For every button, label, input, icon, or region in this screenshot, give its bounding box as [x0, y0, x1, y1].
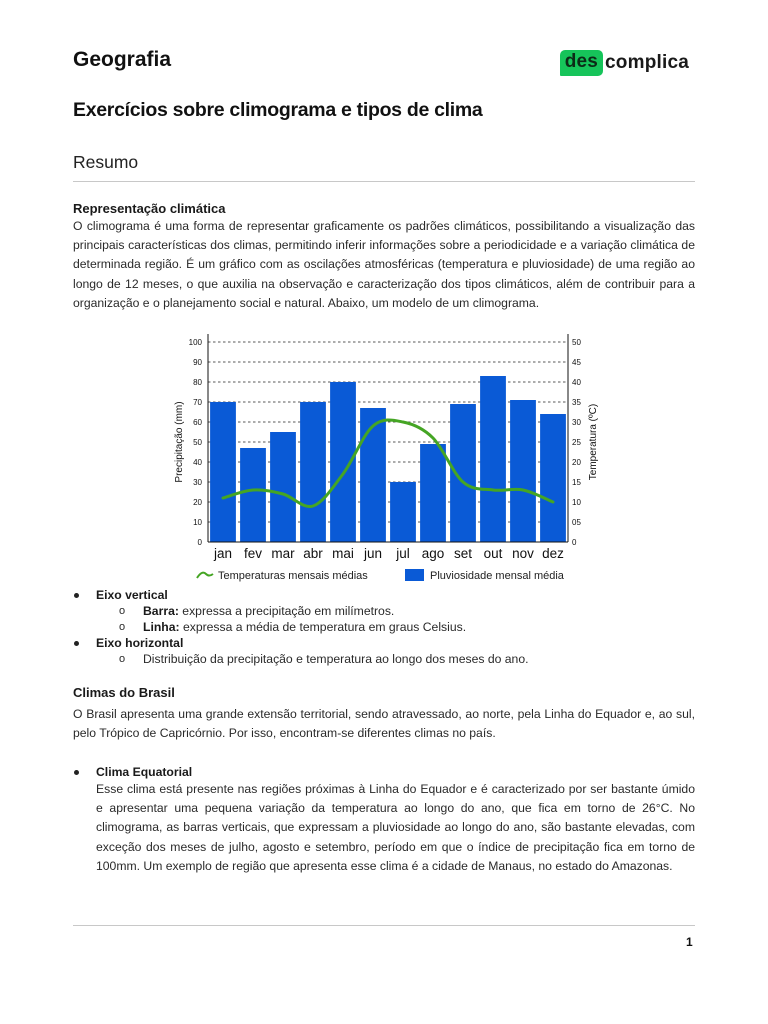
precipitation-bar — [510, 400, 536, 542]
precipitation-bar — [210, 402, 236, 542]
page-title: Exercícios sobre climograma e tipos de clima — [73, 99, 483, 121]
climogram-chart — [166, 328, 606, 590]
legend-bar-label: Pluviosidade mensal média — [430, 570, 564, 582]
clima-equatorial-title: Clima Equatorial — [96, 765, 193, 779]
y2-tick-label: 25 — [572, 438, 581, 447]
y-tick-label: 20 — [193, 498, 202, 507]
horizontal-description: Distribuição da precipitação e temperatura ao longo dos meses do ano. — [143, 652, 529, 666]
precipitation-bar — [300, 402, 326, 542]
section-title: Resumo — [73, 152, 139, 172]
line-label: Linha: — [143, 620, 180, 634]
subject-title: Geografia — [73, 48, 172, 71]
y-tick-label: 40 — [193, 458, 202, 467]
x-tick-label: jan — [213, 546, 233, 561]
list-item — [73, 619, 695, 635]
eixo-vertical-label: Eixo vertical — [96, 588, 168, 602]
legend-line-label: Temperaturas mensais médias — [218, 570, 368, 582]
descomplica-logo[interactable] — [560, 48, 689, 78]
legend-bar-icon — [405, 569, 424, 581]
x-tick-label: mar — [271, 546, 295, 561]
sub-bullet-icon: o — [119, 621, 126, 633]
bar-description: expressa a precipitação em milímetros. — [178, 604, 395, 618]
list-item — [73, 603, 695, 619]
clima-equatorial-text: Esse clima está presente nas regiões próximas à Linha do Equador e é caracterizado por ser bastante úmido e apresentar uma pequena variação da temperatura ao longo do ano, que fica em torno de 26°C. No climograma, as barras verticais, que expressam a pluviosidade ao longo do ano, são bastante elevadas, com exceção dos meses de julho, agosto e setembro, período em que o índice de precipitação fica em torno de 100mm. Um exemplo de região que apresenta esse clima é a cidade de Manaus, no estado do Amazonas. — [96, 782, 695, 873]
x-tick-label: mai — [332, 546, 354, 561]
y2-tick-label: 45 — [572, 358, 581, 367]
sub-bullet-icon: o — [119, 605, 126, 617]
y2-tick-label: 35 — [572, 398, 581, 407]
x-tick-label: ago — [421, 546, 445, 561]
y2-tick-label: 40 — [572, 378, 581, 387]
x-tick-label: set — [453, 546, 473, 561]
precipitation-bar — [240, 448, 266, 542]
section-divider — [73, 181, 695, 182]
precipitation-bar — [390, 482, 416, 542]
list-item — [73, 635, 695, 651]
representacao-heading: Representação climática — [73, 201, 226, 216]
precipitation-bar — [270, 432, 296, 542]
y-tick-label: 50 — [193, 438, 202, 447]
sub-bullet-icon: o — [119, 653, 126, 665]
x-tick-label: out — [483, 546, 503, 561]
logo-des-badge: des — [560, 50, 603, 76]
y2-tick-label: 0 — [572, 538, 577, 547]
precipitation-bar — [420, 444, 446, 542]
x-tick-label: nov — [512, 546, 534, 561]
y2-tick-label: 05 — [572, 518, 581, 527]
y-tick-label: 90 — [193, 358, 202, 367]
y-tick-label: 0 — [197, 538, 202, 547]
precipitation-bar — [540, 414, 566, 542]
y-tick-label: 100 — [188, 338, 202, 347]
legend-line-icon — [197, 573, 213, 578]
list-item — [73, 587, 695, 603]
x-tick-label: jul — [396, 546, 410, 561]
climas-brasil-paragraph: O Brasil apresenta uma grande extensão territorial, sendo atravessado, ao norte, pela Linha do Equador e, ao sul, pelo Trópico de Capricórnio. Por isso, encontram-se diferentes climas no país. — [73, 707, 695, 741]
y-tick-label: 10 — [193, 518, 202, 527]
y2-axis-title: Temperatura (ºC) — [588, 403, 599, 481]
precipitation-bar — [360, 408, 386, 542]
x-tick-label: fev — [243, 546, 263, 561]
bar-label: Barra: — [143, 604, 179, 618]
y-tick-label: 30 — [193, 478, 202, 487]
y-tick-label: 70 — [193, 398, 202, 407]
y2-tick-label: 30 — [572, 418, 581, 427]
logo-complica-text: complica — [605, 52, 689, 73]
climas-brasil-heading: Climas do Brasil — [73, 685, 175, 700]
y-tick-label: 60 — [193, 418, 202, 427]
y2-tick-label: 50 — [572, 338, 581, 347]
representacao-paragraph: O climograma é uma forma de representar graficamente os padrões climáticos, possibilitando a visualização das principais características dos climas, permitindo inferir informações sobre a periodicidade e a variação climática de determinada região. É um gráfico com as oscilações atmosféricas (temperatura e pluviosidade) de uma região ao longo de 12 meses, o que auxilia na observação e caracterização dos tipos climáticos, além de contribuir para a organização e o planejamento social e natural. Abaixo, um modelo de um climograma. — [73, 219, 695, 310]
precipitation-bar — [480, 376, 506, 542]
y-tick-label: 80 — [193, 378, 202, 387]
x-tick-label: jun — [363, 546, 383, 561]
y2-tick-label: 15 — [572, 478, 581, 487]
line-description: expressa a média de temperatura em graus Celsius. — [179, 620, 467, 634]
page-header — [73, 48, 695, 78]
x-tick-label: abr — [303, 546, 323, 561]
y2-tick-label: 10 — [572, 498, 581, 507]
y2-tick-label: 20 — [572, 458, 581, 467]
footer-divider — [73, 925, 695, 926]
y-axis-title: Precipitação (mm) — [174, 401, 185, 483]
eixo-horizontal-label: Eixo horizontal — [96, 636, 184, 650]
page-number: 1 — [686, 935, 693, 949]
axes-bullet-list — [73, 587, 695, 667]
list-item — [73, 651, 695, 667]
x-tick-label: dez — [542, 546, 564, 561]
